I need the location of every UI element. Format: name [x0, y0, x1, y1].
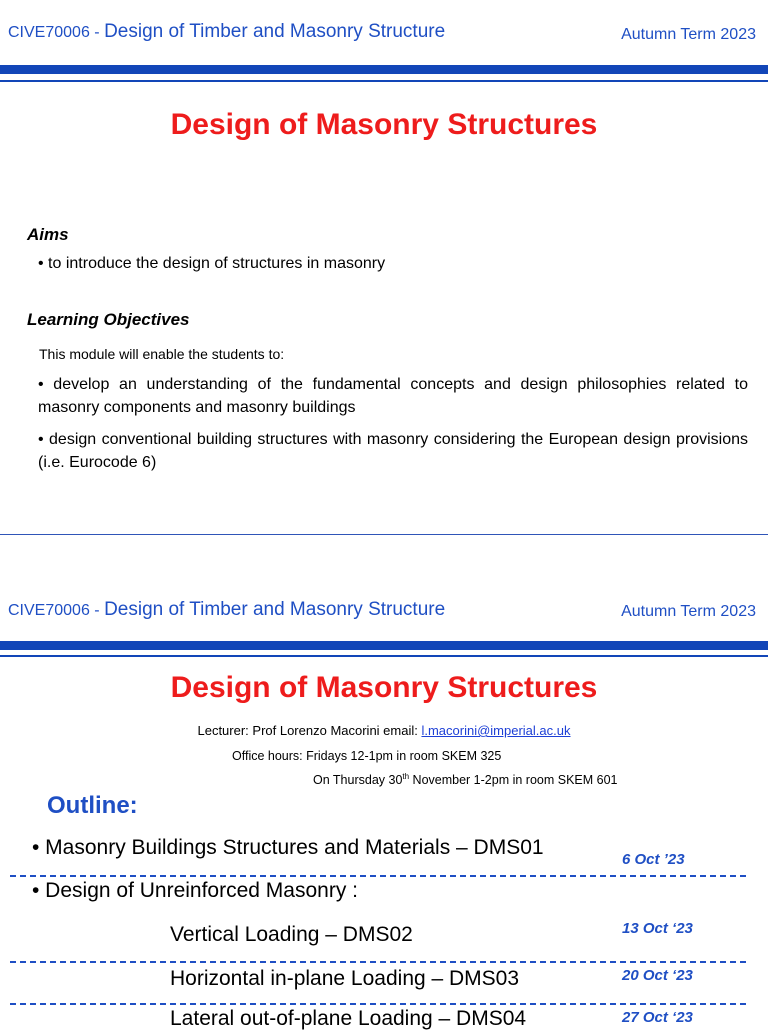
outline-heading: Outline:: [47, 792, 138, 819]
objective-item: • develop an understanding of the fundamental concepts and design philosophies related to masonry components and masonry buildings: [38, 376, 748, 416]
header-rule-thin: [0, 655, 768, 657]
slide-gap: [0, 520, 768, 534]
header-course: [8, 21, 445, 43]
header-rule-thin: [0, 80, 768, 82]
outline-item: Lateral out-of-plane Loading – DMS04: [170, 1007, 527, 1030]
aims-heading: Aims: [27, 225, 69, 244]
outline-item: Vertical Loading – DMS02: [170, 923, 413, 946]
outline-item: • Design of Unreinforced Masonry :: [32, 879, 358, 902]
outline-divider: [10, 1003, 746, 1005]
outline-date: 20 Oct ‘23: [622, 967, 693, 984]
course-code: CIVE70006: [8, 24, 90, 41]
aims-bullet: • to introduce the design of structures in masonry: [38, 255, 386, 272]
outline-item: • Masonry Buildings Structures and Materials – DMS01: [32, 836, 544, 859]
outline-item: Horizontal in-plane Loading – DMS03: [170, 967, 520, 990]
outline-date: 13 Oct ‘23: [622, 920, 693, 937]
lecturer-line: [0, 723, 768, 738]
header-separator: -: [89, 24, 105, 41]
office-hours: Office hours: Fridays 12-1pm in room SKEM 325: [232, 749, 502, 763]
header-term: Autumn Term 2023: [621, 26, 756, 43]
email-link[interactable]: l.macorini@imperial.ac.uk: [421, 723, 571, 738]
course-name: Design of Timber and Masonry Structure: [104, 21, 446, 42]
outline-divider: [10, 875, 746, 877]
course-code: CIVE70006: [8, 602, 90, 619]
slide-2: [0, 534, 768, 1030]
extra-sup: th: [402, 772, 410, 781]
extra-prefix: On Thursday 30: [313, 773, 403, 788]
header-rule-thick: [0, 65, 768, 74]
slide-title: Design of Masonry Structures: [170, 108, 598, 141]
header-term: Autumn Term 2023: [621, 603, 756, 620]
extra-suffix: November 1-2pm in room SKEM 601: [409, 773, 618, 788]
objectives-heading: Learning Objectives: [27, 310, 190, 329]
header-rule-thick: [0, 641, 768, 650]
objectives-intro: This module will enable the students to:: [39, 346, 285, 362]
objective-item: • design conventional building structures with masonry considering the European design provisions (i.e. Eurocode 6): [38, 431, 748, 471]
lecturer-label: Lecturer: Prof Lorenzo Macorini email:: [197, 723, 422, 738]
outline-date: 6 Oct ’23: [622, 851, 685, 868]
course-name: Design of Timber and Masonry Structure: [104, 599, 446, 620]
extra-office-hours: [313, 772, 618, 787]
outline-date: 27 Oct ‘23: [622, 1009, 693, 1026]
slide-title: Design of Masonry Structures: [170, 671, 598, 704]
outline-divider: [10, 961, 746, 963]
header-separator: -: [89, 602, 105, 619]
header-course: [8, 599, 445, 621]
